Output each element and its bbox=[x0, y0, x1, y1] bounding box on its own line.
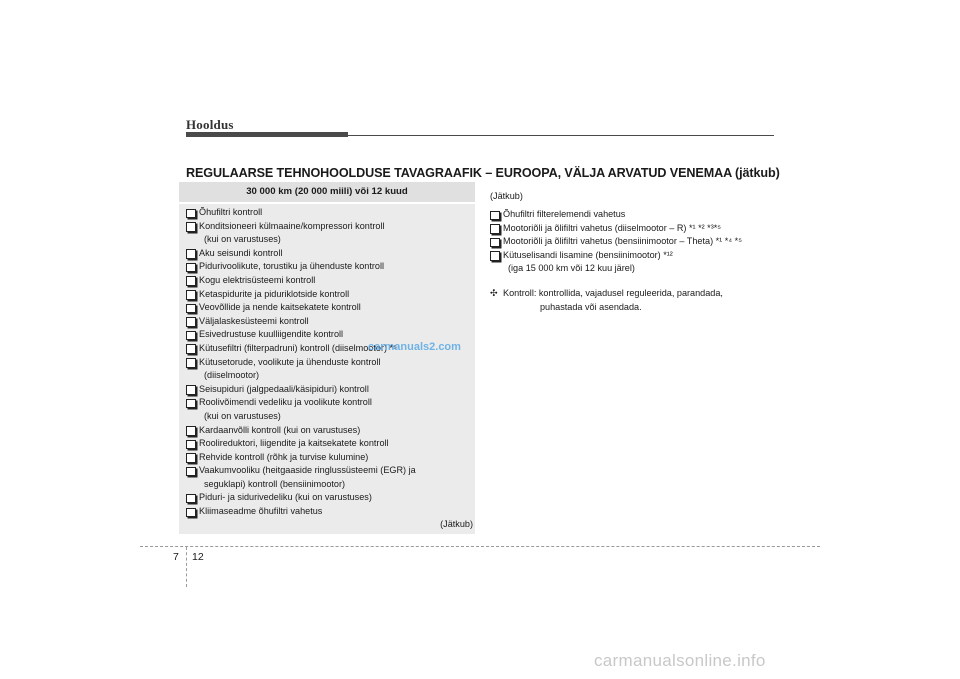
checklist-item-text: Mootoriõli ja õlifiltri vahetus (diiselmootor – R) *¹ *² *³*⁵ bbox=[503, 222, 722, 233]
checklist-item bbox=[186, 288, 416, 302]
checklist-item bbox=[186, 260, 416, 274]
checklist-item-text: (kui on varustuses) bbox=[204, 234, 281, 245]
checklist-item bbox=[186, 437, 416, 451]
checklist-item-text: Õhufiltri filterelemendi vahetus bbox=[503, 209, 626, 219]
checkbox-icon bbox=[186, 344, 196, 354]
checklist-item-text: Veovõllide ja nende kaitsekatete kontroll bbox=[199, 302, 361, 313]
checkbox-icon bbox=[186, 358, 196, 368]
checklist-item bbox=[186, 247, 416, 261]
page-header-title: Hooldus bbox=[186, 117, 234, 132]
checklist-item-text: Roolireduktori, liigendite ja kaitsekatete kontroll bbox=[199, 438, 389, 449]
right-checklist bbox=[490, 208, 742, 276]
checkbox-icon bbox=[186, 304, 196, 314]
checklist-item-text: Kütuselisandi lisamine (bensiinimootor) *¹² bbox=[503, 249, 673, 260]
checkbox-icon bbox=[186, 508, 196, 518]
checklist-item bbox=[186, 301, 416, 315]
checkbox-icon bbox=[186, 453, 196, 463]
checklist-item bbox=[186, 274, 416, 288]
header-bar bbox=[186, 132, 348, 137]
chapter-number: 7 bbox=[173, 551, 179, 563]
checkbox-icon bbox=[490, 211, 500, 221]
checkbox-icon bbox=[186, 249, 196, 259]
note-line-1: Kontroll: kontrollida, vajadusel reguleerida, parandada, bbox=[503, 288, 723, 298]
checklist-item bbox=[186, 424, 416, 438]
checkbox-icon bbox=[186, 385, 196, 395]
checklist-item-text: Väljalaskesüsteemi kontroll bbox=[199, 315, 309, 326]
checkbox-icon bbox=[186, 222, 196, 232]
checklist-item bbox=[186, 464, 416, 491]
checklist-item bbox=[186, 328, 416, 342]
checklist-item-text: Kütusefiltri (filterpadruni) kontroll (diiselmootor) *⁵ bbox=[199, 342, 397, 353]
checklist-item-text: Seisupiduri (jalgpedaali/käsipiduri) kontroll bbox=[199, 383, 369, 394]
checkbox-icon bbox=[186, 263, 196, 273]
checklist-item-text: Kogu elektrisüsteemi kontroll bbox=[199, 274, 316, 285]
checkbox-icon bbox=[186, 331, 196, 341]
checkbox-icon bbox=[186, 399, 196, 409]
checkbox-icon bbox=[186, 276, 196, 286]
footer-divider bbox=[140, 546, 820, 547]
note-line-2: puhastada või asendada. bbox=[540, 301, 642, 312]
checklist-item bbox=[490, 235, 742, 249]
checklist-item bbox=[490, 208, 742, 222]
checklist-item-text: Õhufiltri kontroll bbox=[199, 207, 263, 217]
header-rule bbox=[348, 135, 774, 136]
note-symbol-icon: ✣ bbox=[490, 288, 498, 298]
checklist-item bbox=[186, 451, 416, 465]
section-title: REGULAARSE TEHNOHOOLDUSE TAVAGRAAFIK – EUROOPA, VÄLJA ARVATUD VENEMAA (jätkub) bbox=[186, 166, 780, 180]
watermark: carmanuals2.com bbox=[368, 341, 461, 353]
checklist-item-text: Konditsioneeri külmaaine/kompressori kontroll bbox=[199, 220, 385, 231]
inspection-note bbox=[490, 287, 723, 314]
checklist-item-text: Piduri- ja sidurivedeliku (kui on varustuses) bbox=[199, 492, 372, 503]
checklist-item-text: Pidurivoolikute, torustiku ja ühenduste kontroll bbox=[199, 261, 385, 272]
checklist-item bbox=[186, 206, 416, 220]
checklist-item-text: Kardaanvõlli kontroll (kui on varustuses) bbox=[199, 424, 361, 435]
checklist-item bbox=[186, 220, 416, 247]
checklist-item-text: (iga 15 000 km või 12 kuu järel) bbox=[508, 263, 635, 274]
checklist-item-text: Esivedrustuse kuulliigendite kontroll bbox=[199, 329, 344, 340]
checklist-item bbox=[186, 383, 416, 397]
footer-vertical-divider bbox=[186, 547, 187, 587]
checkbox-icon bbox=[186, 467, 196, 477]
checklist-item bbox=[186, 505, 416, 519]
panel-heading-text: 30 000 km (20 000 miili) või 12 kuud bbox=[246, 186, 408, 197]
checklist-item-text: (diiselmootor) bbox=[204, 370, 260, 381]
checkbox-icon bbox=[186, 494, 196, 504]
page-number: 12 bbox=[192, 551, 204, 563]
left-checklist bbox=[186, 206, 416, 519]
checklist-item-text: Aku seisundi kontroll bbox=[199, 247, 283, 258]
checklist-item bbox=[490, 222, 742, 236]
checkbox-icon bbox=[186, 440, 196, 450]
checkbox-icon bbox=[186, 426, 196, 436]
continued-label: (Jätkub) bbox=[440, 519, 473, 529]
checklist-item-text: Mootoriõli ja õlifiltri vahetus (bensiinimootor – Theta) *¹ *⁴ *⁵ bbox=[503, 236, 742, 247]
checklist-item-text: Kütusetorude, voolikute ja ühenduste kontroll bbox=[199, 356, 381, 367]
checkbox-icon bbox=[490, 224, 500, 234]
checklist-item-text: (kui on varustuses) bbox=[204, 410, 281, 421]
checklist-item-text: seguklapi) kontroll (bensiinimootor) bbox=[204, 478, 346, 489]
panel-heading bbox=[179, 182, 475, 204]
continued-from-label: (Jätkub) bbox=[490, 191, 523, 201]
checklist-item bbox=[186, 491, 416, 505]
checklist-item bbox=[186, 356, 416, 383]
checkbox-icon bbox=[490, 251, 500, 261]
checklist-item bbox=[186, 396, 416, 423]
checkbox-icon bbox=[186, 209, 196, 219]
checkbox-icon bbox=[186, 317, 196, 327]
checklist-item-text: Vaakumvooliku (heitgaaside ringlussüsteemi (EGR) ja bbox=[199, 465, 416, 476]
site-logo: carmanualsonline.info bbox=[594, 651, 766, 670]
checklist-item-text: Kliimaseadme õhufiltri vahetus bbox=[199, 506, 323, 517]
checklist-item-text: Rehvide kontroll (rõhk ja turvise kulumine) bbox=[199, 451, 369, 462]
checklist-item-text: Roolivõimendi vedeliku ja voolikute kontroll bbox=[199, 397, 372, 408]
checklist-item-text: Ketaspidurite ja piduriklotside kontroll bbox=[199, 288, 350, 299]
checklist-item bbox=[490, 249, 742, 276]
checkbox-icon bbox=[490, 238, 500, 248]
checkbox-icon bbox=[186, 290, 196, 300]
checklist-item bbox=[186, 315, 416, 329]
